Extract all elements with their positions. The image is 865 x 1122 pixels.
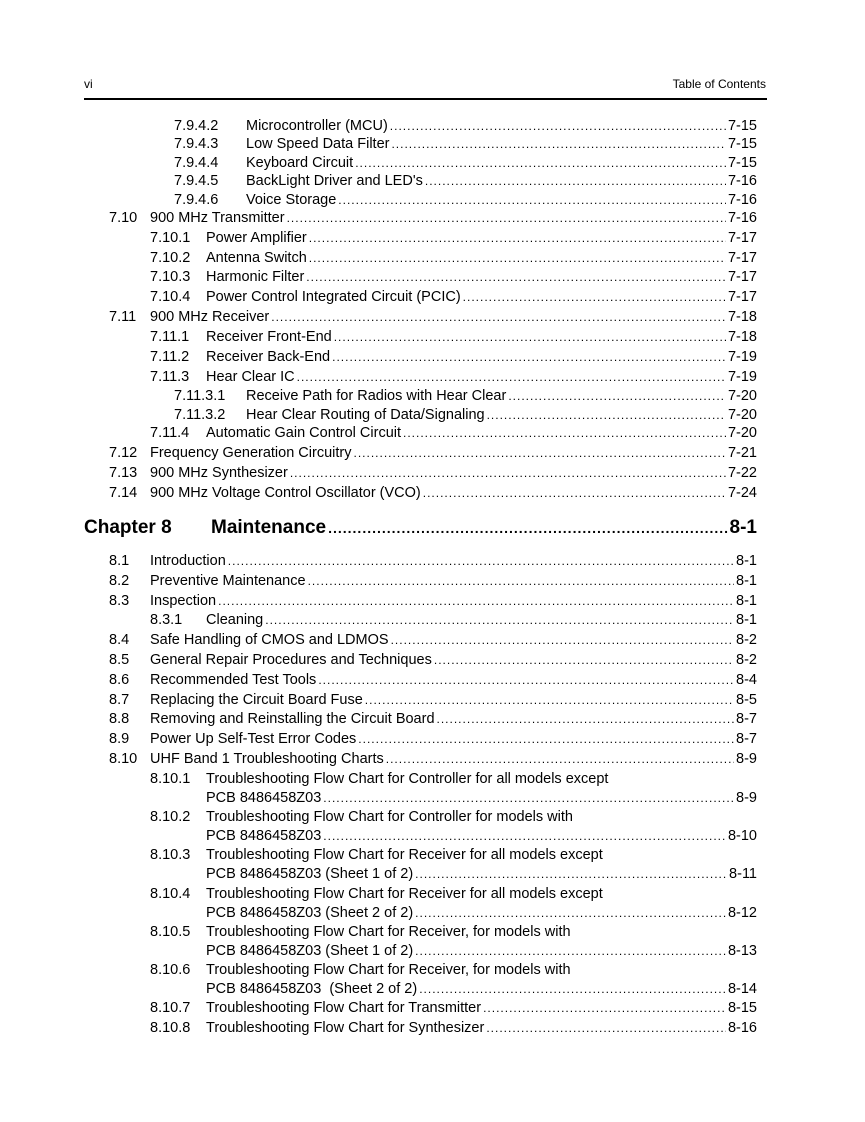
chapter-label: Chapter 8 [84,517,172,538]
dot-leader [306,268,726,286]
dot-leader [318,671,734,689]
header-rule [84,98,767,100]
toc-entry-number: 7.10.2 [150,250,191,266]
dot-leader [415,865,727,883]
toc-entry-title: Keyboard Circuit [246,155,354,171]
toc-entry-page: 7-18 [727,309,757,325]
dot-leader [365,691,734,709]
toc-entry-title-line1[interactable]: Troubleshooting Flow Chart for Controller for models with [206,809,573,825]
toc-entry-number: 8.4 [109,632,130,648]
toc-entry-title: Voice Storage [246,192,337,208]
dot-leader [271,308,726,326]
toc-entry[interactable] [109,750,757,769]
toc-entry-number: 8.2 [109,573,130,589]
dot-leader [391,631,734,649]
toc-entry-page: 7-20 [727,425,757,441]
toc-entry-number: 7.12 [109,445,138,461]
toc-entry-number: 8.7 [109,692,130,708]
dot-leader [290,464,726,482]
toc-entry-page: 7-17 [727,230,757,246]
toc-entry-title-line1[interactable]: Troubleshooting Flow Chart for Receiver for all models except [206,847,603,863]
toc-entry-number: 8.1 [109,553,130,569]
toc-entry-number: 8.5 [109,652,130,668]
toc-entry[interactable] [109,444,757,463]
toc-entry-page: 7-16 [727,210,757,226]
dot-leader [228,552,734,570]
toc-entry-page: 8-2 [736,632,757,648]
toc-entry[interactable] [109,631,757,650]
toc-entry[interactable] [174,172,757,191]
toc-entry-title: Receive Path for Radios with Hear Clear [246,388,507,404]
toc-entry-page: 8-13 [727,943,757,959]
toc-entry-title: Automatic Gain Control Circuit [206,425,402,441]
toc-entry-title: Hear Clear Routing of Data/Signaling [246,407,485,423]
toc-entry-page: 8-14 [727,981,757,997]
toc-entry[interactable] [206,865,757,884]
toc-entry-title: 900 MHz Synthesizer [150,465,288,481]
toc-entry-number: 7.14 [109,485,138,501]
dot-leader [487,406,726,424]
page-header [84,77,766,93]
toc-entry[interactable] [206,789,757,808]
toc-entry-title-line1[interactable]: Troubleshooting Flow Chart for Receiver, for models with [206,962,571,978]
toc-entry-number: 8.10.7 [150,1000,191,1016]
toc-entry-number: 7.9.4.2 [174,118,219,134]
toc-entry[interactable] [150,229,757,248]
toc-entry-title: Power Up Self-Test Error Codes [150,731,357,747]
toc-entry[interactable] [109,651,757,670]
toc-entry-title: Harmonic Filter [206,269,305,285]
dot-leader [486,1019,726,1037]
toc-entry-page: 7-17 [727,250,757,266]
dot-leader [308,572,734,590]
toc-entry-title: Hear Clear IC [206,369,295,385]
toc-entry[interactable] [109,710,757,729]
toc-entry-page: 7-15 [727,136,757,152]
dot-leader [338,191,726,209]
toc-entry-number: 7.13 [109,465,138,481]
toc-entry[interactable] [150,249,757,268]
toc-entry-title: Antenna Switch [206,250,307,266]
toc-entry-number: 8.10.2 [150,809,191,825]
dot-leader [323,827,726,845]
toc-entry-number: 8.10.4 [150,886,191,902]
toc-entry[interactable] [109,592,757,611]
toc-entry-title: Microcontroller (MCU) [246,118,388,134]
toc-entry-title: General Repair Procedures and Techniques [150,652,432,668]
toc-entry-page: 8-7 [736,711,757,727]
toc-entry[interactable] [174,154,757,173]
toc-entry[interactable] [174,191,757,210]
dot-leader [332,348,726,366]
toc-entry-page: 7-16 [727,192,757,208]
toc-entry[interactable] [109,484,757,503]
toc-entry-number: 7.9.4.5 [174,173,219,189]
toc-entry[interactable] [206,980,757,999]
dot-leader [334,328,726,346]
toc-entry-page: 7-16 [727,173,757,189]
toc-entry-title: Power Control Integrated Circuit (PCIC) [206,289,461,305]
toc-entry-number: 8.10.8 [150,1020,191,1036]
dot-leader [483,999,726,1017]
toc-entry-number: 8.3 [109,593,130,609]
toc-entry-page: 7-20 [727,388,757,404]
toc-entry-page: 8-10 [727,828,757,844]
dot-leader [508,387,726,405]
toc-entry-number: 7.10.1 [150,230,191,246]
dot-leader [265,611,734,629]
toc-entry-title: PCB 8486458Z03 [206,828,322,844]
dot-leader [297,368,726,386]
toc-entry[interactable] [174,406,757,425]
toc-entry-number: 8.8 [109,711,130,727]
toc-entry-title: 900 MHz Transmitter [150,210,285,226]
dot-leader [423,484,726,502]
toc-entry-page: 7-18 [727,329,757,345]
toc-entry-title-line1[interactable]: Troubleshooting Flow Chart for Controller for all models except [206,771,609,787]
toc-entry-title: Recommended Test Tools [150,672,317,688]
toc-entry-title-line1[interactable]: Troubleshooting Flow Chart for Receiver for all models except [206,886,603,902]
dot-leader [353,444,725,462]
toc-entry-page: 8-4 [736,672,757,688]
dot-leader [419,980,726,998]
toc-entry[interactable] [109,671,757,690]
toc-entry-title: PCB 8486458Z03 [206,790,322,806]
toc-entry-title: Removing and Reinstalling the Circuit Board [150,711,435,727]
toc-entry-title-line1[interactable]: Troubleshooting Flow Chart for Receiver, for models with [206,924,571,940]
toc-entry-title: Preventive Maintenance [150,573,306,589]
toc-entry-page: 8-15 [727,1000,757,1016]
dot-leader [391,135,726,153]
toc-entry[interactable] [174,135,757,154]
toc-entry-number: 7.11.3 [150,369,190,385]
toc-entry[interactable] [109,552,757,571]
toc-entry-title: BackLight Driver and LED's [246,173,423,189]
toc-entry-number: 8.9 [109,731,130,747]
chapter-page: 8-1 [729,517,757,538]
toc-entry-page: 7-15 [727,118,757,134]
toc-entry-title: 900 MHz Voltage Control Oscillator (VCO) [150,485,421,501]
dot-leader [328,520,727,536]
toc-entry-page: 8-1 [736,573,757,589]
toc-entry[interactable] [109,209,757,228]
toc-entry[interactable] [109,691,757,710]
toc-entry-page: 8-1 [736,553,757,569]
toc-entry-number: 7.9.4.3 [174,136,219,152]
dot-leader [437,710,735,728]
toc-entry[interactable] [150,1019,757,1038]
toc-entry-page: 8-7 [736,731,757,747]
toc-entry-title: Frequency Generation Circuitry [150,445,352,461]
toc-entry-number: 8.3.1 [150,612,183,628]
toc-entry-number: 7.11 [109,309,137,325]
toc-entry[interactable] [174,117,757,136]
toc-entry-page: 7-19 [727,349,757,365]
toc-entry-title: Cleaning [206,612,264,628]
toc-entry-page: 8-12 [727,905,757,921]
toc-entry-number: 8.6 [109,672,130,688]
toc-entry[interactable] [150,424,757,443]
dot-leader [309,229,726,247]
dot-leader [358,730,734,748]
toc-entry-title: Replacing the Circuit Board Fuse [150,692,363,708]
toc-entry-number: 7.11.3.1 [174,388,226,404]
toc-entry-title: PCB 8486458Z03 (Sheet 2 of 2) [206,981,418,997]
toc-entry-page: 7-17 [727,289,757,305]
toc-entry-title: Receiver Back-End [206,349,331,365]
toc-entry-page: 7-15 [727,155,757,171]
toc-entry-title: PCB 8486458Z03 (Sheet 1 of 2) [206,866,414,882]
toc-entry[interactable] [109,572,757,591]
toc-entry-number: 7.11.1 [150,329,190,345]
toc-entry-number: 7.9.4.6 [174,192,219,208]
toc-entry-title: PCB 8486458Z03 (Sheet 2 of 2) [206,905,414,921]
dot-leader [355,154,726,172]
dot-leader [425,172,726,190]
toc-entry-page: 7-21 [727,445,757,461]
toc-entry-page: 8-1 [736,612,757,628]
chapter-title: Maintenance [211,517,327,538]
toc-entry-page: 7-22 [727,465,757,481]
toc-entry-title: Receiver Front-End [206,329,332,345]
toc-entry[interactable] [109,464,757,483]
running-title: Table of Contents [672,77,766,91]
toc-entry[interactable] [174,387,757,406]
toc-entry[interactable] [150,288,757,307]
toc-entry-title: 900 MHz Receiver [150,309,270,325]
dot-leader [415,942,726,960]
toc-entry[interactable] [206,942,757,961]
toc-entry-number: 7.11.3.2 [174,407,226,423]
toc-entry-title: Troubleshooting Flow Chart for Transmitter [206,1000,482,1016]
toc-entry[interactable] [206,827,757,846]
toc-entry[interactable] [150,268,757,287]
toc-entry-page: 8-2 [736,652,757,668]
page-number: vi [84,77,93,91]
toc-entry[interactable] [150,611,757,630]
dot-leader [415,904,726,922]
toc-entry-page: 8-11 [729,866,757,882]
toc-entry-page: 7-24 [727,485,757,501]
toc-entry-title: Safe Handling of CMOS and LDMOS [150,632,389,648]
dot-leader [309,249,726,267]
toc-entry-number: 7.10 [109,210,138,226]
toc-entry-number: 8.10 [109,751,138,767]
dot-leader [287,209,726,227]
dot-leader [390,117,726,135]
toc-entry-number: 7.9.4.4 [174,155,219,171]
toc-entry-title: Low Speed Data Filter [246,136,390,152]
toc-entry-page: 8-16 [727,1020,757,1036]
toc-entry-number: 8.10.6 [150,962,191,978]
toc-entry-page: 7-19 [727,369,757,385]
toc-entry-title: PCB 8486458Z03 (Sheet 1 of 2) [206,943,414,959]
toc-entry-page: 8-9 [736,790,757,806]
chapter-heading[interactable] [84,517,757,543]
toc-entry-title: Troubleshooting Flow Chart for Synthesizer [206,1020,485,1036]
dot-leader [403,424,726,442]
toc-entry[interactable] [150,999,757,1018]
toc-entry-page: 8-1 [736,593,757,609]
toc-entry-number: 7.11.4 [150,425,190,441]
toc-entry-number: 7.11.2 [150,349,190,365]
toc-entry-page: 7-20 [727,407,757,423]
toc-entry-number: 8.10.5 [150,924,191,940]
dot-leader [463,288,726,306]
toc-entry[interactable] [109,308,757,327]
toc-entry-page: 8-5 [736,692,757,708]
toc-entry[interactable] [206,904,757,923]
dot-leader [434,651,734,669]
toc-entry-page: 7-17 [727,269,757,285]
toc-entry-number: 7.10.4 [150,289,191,305]
toc-entry[interactable] [150,368,757,387]
toc-entry-number: 8.10.1 [150,771,191,787]
toc-entry-number: 8.10.3 [150,847,191,863]
toc-entry[interactable] [150,348,757,367]
toc-entry-title: Inspection [150,593,217,609]
toc-entry[interactable] [109,730,757,749]
dot-leader [323,789,734,807]
dot-leader [386,750,734,768]
toc-entry-page: 8-9 [736,751,757,767]
toc-entry-title: Introduction [150,553,226,569]
toc-entry[interactable] [150,328,757,347]
toc-entry-number: 7.10.3 [150,269,191,285]
toc-entry-title: Power Amplifier [206,230,307,246]
toc-entry-title: UHF Band 1 Troubleshooting Charts [150,751,384,767]
dot-leader [218,592,734,610]
